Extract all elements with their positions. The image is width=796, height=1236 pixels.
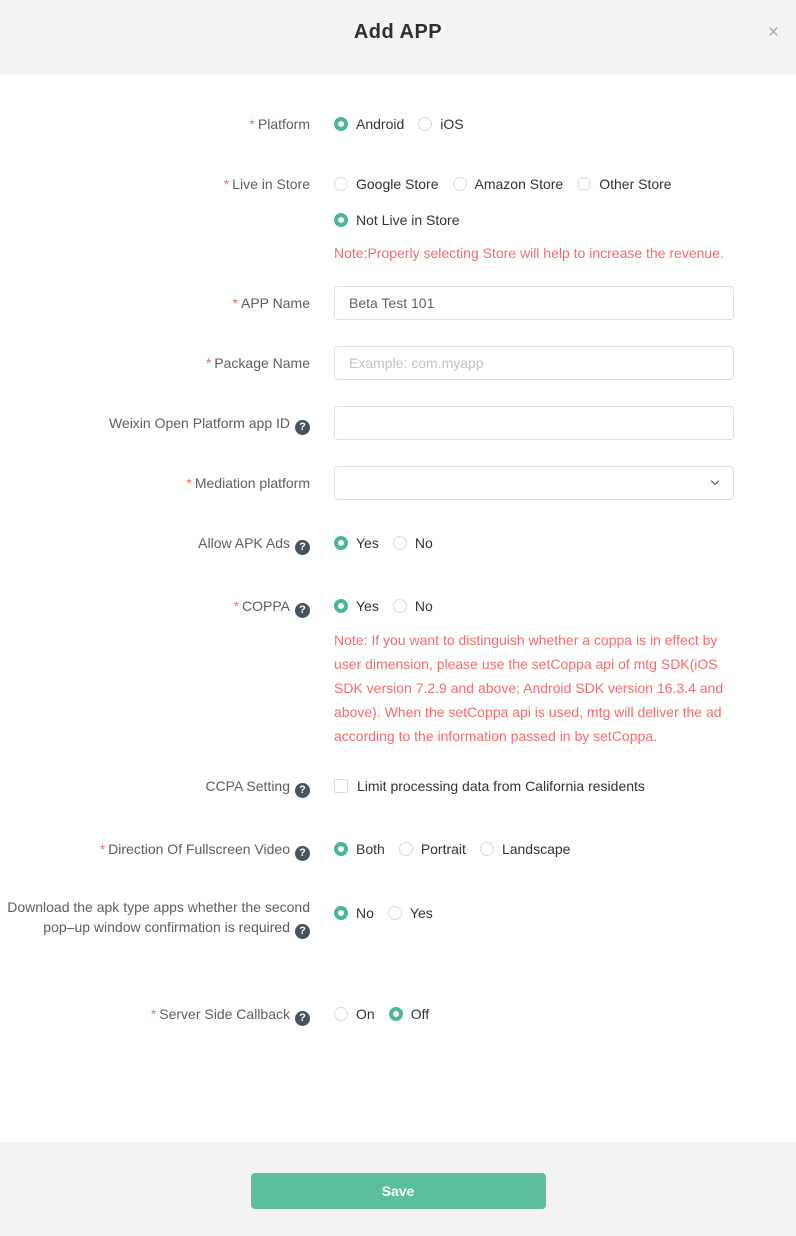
help-icon[interactable]: ? — [295, 924, 310, 939]
allow-apk-ads-label: Allow APK Ads ? — [0, 534, 310, 555]
radio-coppa-no[interactable]: No — [393, 598, 433, 614]
coppa-label: * COPPA ? — [0, 597, 310, 618]
store-radio-group-row2 — [334, 211, 734, 229]
radio-download-no[interactable]: No — [334, 905, 374, 921]
direction-label: * Direction Of Fullscreen Video ? — [0, 840, 310, 861]
radio-direction-portrait[interactable]: Portrait — [399, 841, 466, 857]
radio-google-store[interactable]: Google Store — [334, 176, 439, 192]
form-row-mediation-platform — [0, 466, 796, 500]
platform-radio-group — [334, 115, 734, 133]
radio-circle — [334, 117, 348, 131]
form-row-download-apk-confirm — [0, 897, 796, 939]
required-mark: * — [232, 295, 238, 311]
radio-circle — [388, 906, 402, 920]
radio-not-live-in-store[interactable]: Not Live in Store — [334, 212, 460, 228]
form-row-app-name — [0, 286, 796, 320]
form-row-server-callback — [0, 1005, 796, 1026]
weixin-app-id-input[interactable] — [334, 406, 734, 440]
radio-circle — [334, 906, 348, 920]
radio-circle — [334, 1007, 348, 1021]
required-mark: * — [233, 598, 240, 614]
radio-circle — [334, 536, 348, 550]
radio-direction-landscape[interactable]: Landscape — [480, 841, 571, 857]
form-row-coppa — [0, 597, 796, 748]
required-mark: * — [99, 841, 106, 857]
radio-circle — [393, 536, 407, 550]
allow-apk-ads-radio-group — [334, 534, 734, 552]
store-note: Note:Properly selecting Store will help to increase the revenue. — [334, 245, 724, 261]
live-in-store-label: * Live in Store — [223, 176, 310, 192]
direction-radio-group — [334, 840, 734, 858]
page-title: Add APP — [353, 21, 443, 43]
radio-coppa-yes[interactable]: Yes — [334, 598, 379, 614]
form-row-allow-apk-ads — [0, 534, 796, 555]
package-name-input[interactable] — [334, 346, 734, 380]
radio-amazon-store[interactable]: Amazon Store — [453, 176, 564, 192]
dialog-footer — [0, 1142, 796, 1236]
server-callback-label: * Server Side Callback ? — [0, 1005, 310, 1026]
required-mark: * — [249, 116, 255, 132]
form-row-weixin-app-id — [0, 406, 796, 440]
radio-circle — [577, 177, 591, 191]
ccpa-label: CCPA Setting ? — [0, 777, 310, 798]
form-row-ccpa — [0, 777, 796, 798]
radio-apk-ads-yes[interactable]: Yes — [334, 535, 379, 551]
form-row-platform — [0, 115, 796, 133]
server-callback-radio-group — [334, 1005, 734, 1023]
radio-circle — [480, 842, 494, 856]
form-row-live-in-store — [0, 175, 796, 265]
dialog-body — [0, 75, 796, 1142]
close-icon[interactable]: × — [767, 22, 779, 43]
dialog-header — [0, 0, 796, 75]
help-icon[interactable]: ? — [295, 846, 310, 861]
help-icon[interactable]: ? — [295, 420, 310, 435]
radio-direction-both[interactable]: Both — [334, 841, 385, 857]
required-mark: * — [223, 176, 230, 192]
app-name-label: * APP Name — [232, 295, 310, 311]
mediation-platform-label: * Mediation platform — [186, 475, 310, 491]
radio-circle — [389, 1007, 403, 1021]
radio-circle — [393, 599, 407, 613]
coppa-radio-group — [334, 597, 734, 615]
radio-circle — [334, 842, 348, 856]
download-apk-radio-group — [334, 904, 734, 922]
help-icon[interactable]: ? — [295, 540, 310, 555]
required-mark: * — [186, 475, 192, 491]
radio-circle — [334, 599, 348, 613]
radio-circle — [399, 842, 413, 856]
radio-circle — [334, 213, 348, 227]
radio-callback-off[interactable]: Off — [389, 1006, 429, 1022]
mediation-platform-select[interactable] — [334, 466, 734, 500]
radio-callback-on[interactable]: On — [334, 1006, 375, 1022]
chevron-down-icon — [709, 477, 721, 489]
ccpa-checkbox[interactable] — [334, 779, 348, 793]
radio-android[interactable]: Android — [334, 116, 404, 132]
weixin-app-id-label: Weixin Open Platform app ID ? — [0, 406, 310, 440]
store-radio-group-row1 — [334, 175, 734, 193]
form-row-direction — [0, 840, 796, 861]
save-button[interactable]: Save — [251, 1173, 546, 1209]
ccpa-checkbox-row — [334, 777, 734, 795]
help-icon[interactable]: ? — [295, 603, 310, 618]
download-apk-confirm-label: Download the apk type apps whether the second pop–up window confirmation is required ? — [7, 899, 310, 937]
radio-apk-ads-no[interactable]: No — [393, 535, 433, 551]
required-mark: * — [205, 355, 212, 371]
platform-label: * Platform — [249, 116, 310, 132]
help-icon[interactable]: ? — [295, 783, 310, 798]
radio-other-store[interactable]: Other Store — [577, 176, 671, 192]
radio-circle — [334, 177, 348, 191]
required-mark: * — [150, 1006, 157, 1022]
app-name-input[interactable] — [334, 286, 734, 320]
radio-circle — [418, 117, 432, 131]
radio-ios[interactable]: iOS — [418, 116, 463, 132]
coppa-note: Note: If you want to distinguish whether a coppa is in effect by user dimension, please use the setCoppa api of mtg SDK(iOS SDK version 7.2.9 and above; Android SDK version 16.3.4 and above). When the setCoppa api is used, mtg will deliver the ad according to the information passed in by setCoppa. — [334, 632, 724, 744]
radio-download-yes[interactable]: Yes — [388, 905, 433, 921]
form-row-package-name — [0, 346, 796, 380]
help-icon[interactable]: ? — [295, 1011, 310, 1026]
radio-circle — [453, 177, 467, 191]
package-name-label: * Package Name — [205, 355, 310, 371]
ccpa-checkbox-label: Limit processing data from California residents — [357, 778, 645, 794]
